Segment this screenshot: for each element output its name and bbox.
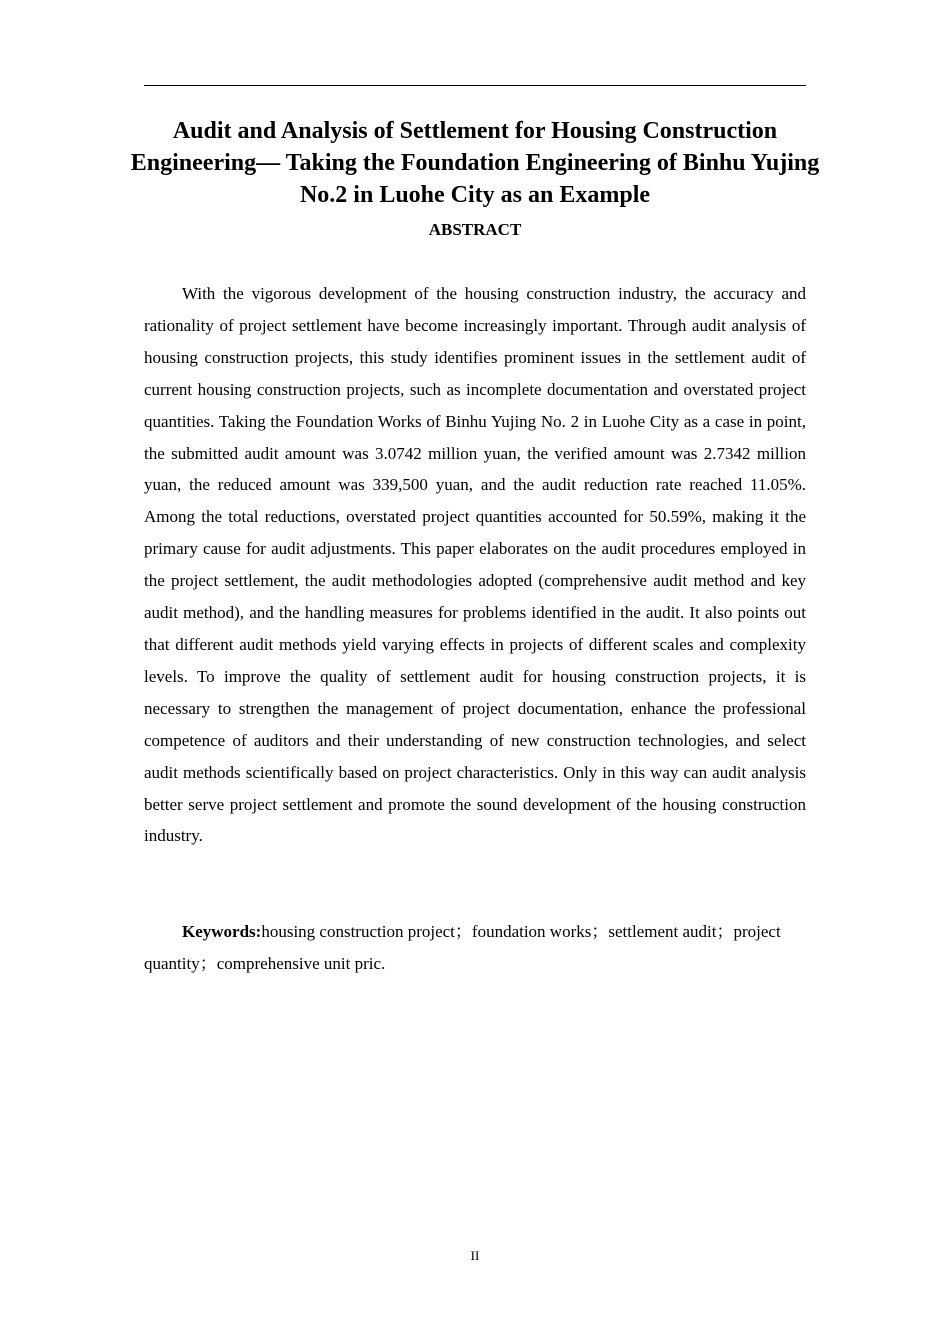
abstract-heading: ABSTRACT xyxy=(428,220,522,239)
page-number: II xyxy=(470,1248,480,1263)
abstract-body: With the vigorous development of the housing construction industry, the accuracy and rationality of project settlement have become increasingly important. Through audit analysis of housing construction projects, this study identifies prominent issues in the settlement audit of current housing construction projects, such as incomplete documentation and overstated project quantities. Taking the Foundation Works of Binhu Yujing No. 2 in Luohe City as a case in point, the submitted audit amount was 3.0742 million yuan, the verified amount was 2.7342 million yuan, the reduced amount was 339,500 yuan, and the audit reduction rate reached 11.05%. Among the total reductions, overstated project quantities accounted for 50.59%, making it the primary cause for audit adjustments. This paper elaborates on the audit procedures employed in the project settlement, the audit methodologies adopted (comprehensive audit method and key audit method), and the handling measures for problems identified in the audit. It also points out that different audit methods yield varying effects in projects of different scales and complexity levels. To improve the quality of settlement audit for housing construction projects, it is necessary to strengthen the management of project documentation, enhance the professional competence of auditors and their understanding of new construction technologies, and select audit methods scientifically based on project characteristics. Only in this way can audit analysis better serve project settlement and promote the sound development of the housing construction industry. xyxy=(144,284,806,846)
keywords-label: Keywords: xyxy=(182,922,262,941)
header-rule xyxy=(144,85,806,86)
keywords-list: housing construction project；foundation works；settlement audit；project quantity；comprehensive unit pric. xyxy=(144,922,781,973)
paper-title: Audit and Analysis of Settlement for Housing Construction Engineering— Taking the Foundation Engineering of Binhu Yujing No.2 in Luohe City as an Example xyxy=(130,118,820,208)
keywords-paragraph xyxy=(144,916,806,980)
